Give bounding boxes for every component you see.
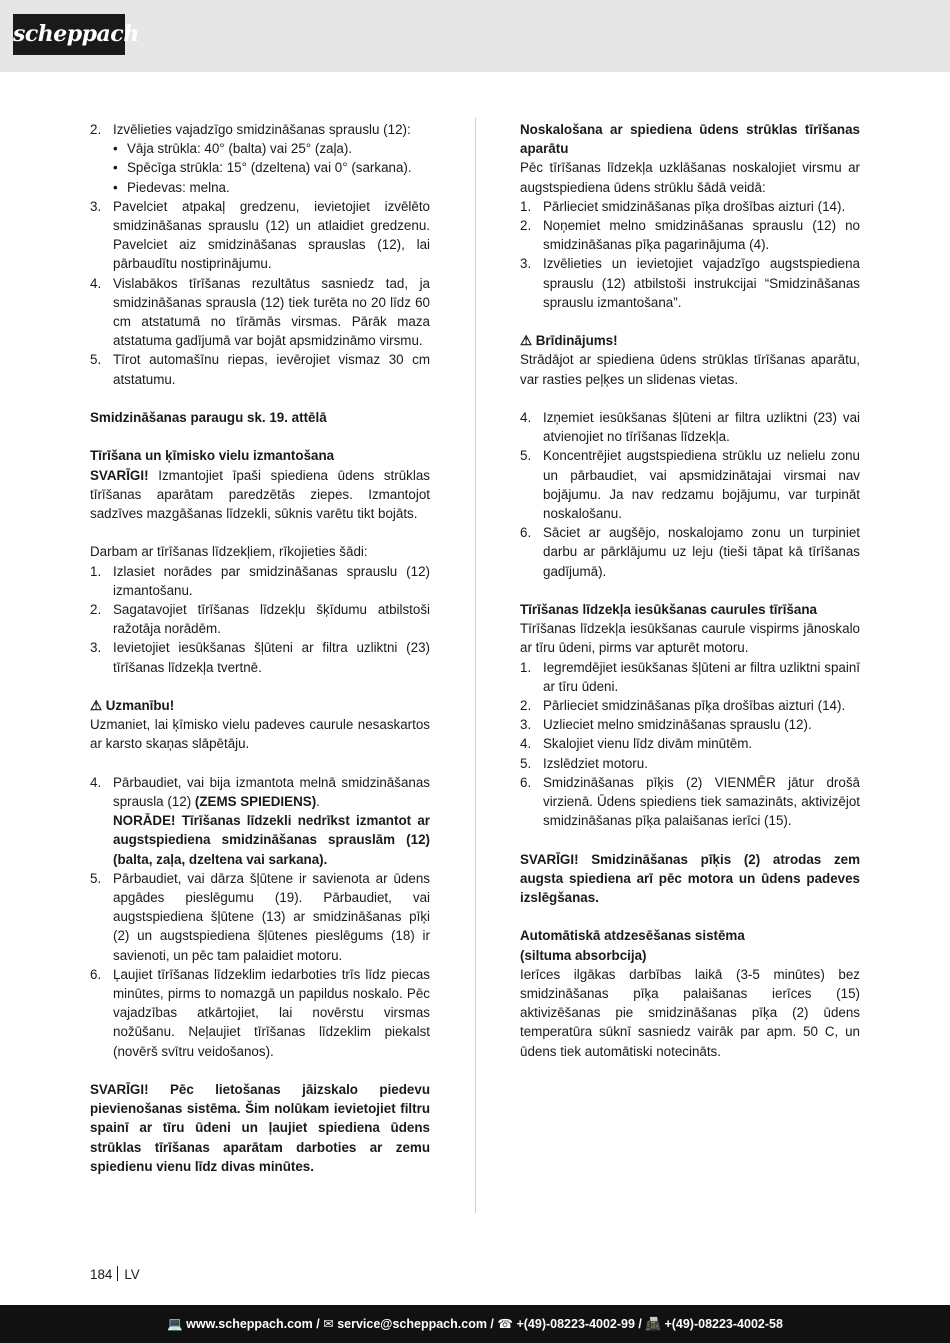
procedure-intro: Darbam ar tīrīšanas līdzekļiem, rīkojieties šādi: bbox=[90, 544, 368, 560]
email-link[interactable]: service@scheppach.com / bbox=[337, 1317, 494, 1331]
tube-cleaning-heading: Tīrīšanas līdzekļa iesūkšanas caurules tīrīšana bbox=[520, 602, 817, 618]
warning-text: Strādājot ar spiediena ūdens strūklas tīrīšanas aparātu, var rasties peļķes un slidenas vietas. bbox=[520, 352, 860, 387]
fax-number: +(49)-08223-4002-58 bbox=[664, 1317, 783, 1331]
nozzle-bullet-list bbox=[113, 139, 430, 197]
bullet-item: • Piedevas: melna. bbox=[113, 178, 430, 197]
caution-heading: ⚠ Uzmanību! bbox=[90, 698, 175, 714]
pattern-heading: Smidzināšanas paraugu sk. 19. attēlā bbox=[90, 410, 327, 426]
fax-icon: 📠 bbox=[645, 1317, 661, 1331]
list-item: 6. Smidzināšanas pīķis (2) VIENMĒR jātur drošā virzienā. Ūdens spiediens tiek samazināts, aktivizējot smidzināšanas pīķa palaišanas ierīci (15). bbox=[520, 774, 860, 829]
list-item: 3. Uzlieciet melno smidzināšanas sprauslu (12). bbox=[520, 717, 812, 733]
list-item: 1. Pārlieciet smidzināšanas pīķa drošības aizturi (14). bbox=[520, 198, 846, 214]
left-column bbox=[90, 120, 430, 1176]
list-item: 2. Pārlieciet smidzināšanas pīķa drošības aizturi (14). bbox=[520, 698, 846, 714]
caution-text: Uzmaniet, lai ķīmisko vielu padeves caurule nesaskartos ar karsto skaņas slāpētāju. bbox=[90, 717, 430, 752]
warning-icon: ⚠ bbox=[90, 698, 103, 714]
phone-number: +(49)-08223-4002-99 / bbox=[516, 1317, 642, 1331]
note-text: NORĀDE! Tīrīšanas līdzekli nedrīkst izmantot ar augstspiediena smidzināšanas sprauslām (12) (balta, zaļa, dzeltena vai sarkana). bbox=[113, 813, 430, 867]
bullet-item: • Spēcīga strūkla: 15° (dzeltena) vai 0° (sarkana). bbox=[113, 158, 430, 177]
page-number: 184 LV bbox=[90, 1267, 140, 1282]
warning-heading: ⚠ Brīdinājums! bbox=[520, 333, 618, 349]
detergent-steps bbox=[90, 562, 430, 677]
list-item: 2. Noņemiet melno smidzināšanas sprauslu (12) no smidzināšanas pīķa pagarinājuma (4). bbox=[520, 218, 860, 253]
auto-cooling-heading: Automātiskā atdzesēšanas sistēma bbox=[520, 928, 745, 944]
detergent-steps-continued bbox=[90, 773, 430, 1061]
website-link[interactable]: www.scheppach.com / bbox=[186, 1317, 320, 1331]
important-text: SVARĪGI! Smidzināšanas pīķis (2) atrodas zem augsta spiediena arī pēc motora un ūdens padeves izslēgšanas. bbox=[520, 851, 860, 906]
auto-cooling-subheading: (siltuma absorbcija) bbox=[520, 947, 647, 963]
right-column bbox=[520, 120, 860, 1061]
rinse-heading: Noskalošana ar spiediena ūdens strūklas tīrīšanas aparātu bbox=[520, 122, 860, 157]
list-item: 5. Izslēdziet motoru. bbox=[520, 755, 648, 771]
list-item: 2. Sagatavojiet tīrīšanas līdzekļu šķīdumu atbilstoši ražotāja norādēm. bbox=[90, 602, 430, 637]
list-item: 1. Iegremdējiet iesūkšanas šļūteni ar filtra uzliktni spainī ar tīru ūdeni. bbox=[520, 659, 860, 694]
list-item: 6. Sāciet ar augšējo, noskalojamo zonu un turpiniet darbu ar pārklājumu uz leju (tieši tāpat kā tīrīšanas gadījumā). bbox=[520, 525, 860, 579]
list-item: 5. Koncentrējiet augstspiediena strūklu uz nelielu zonu un pārbaudiet, vai apsmidzinātajai virsmai nav bojājumu. Ja nav redzamu bojājumu, var turpināt noskalošanu. bbox=[520, 448, 860, 522]
list-item: 3. Ievietojiet iesūkšanas šļūteni ar filtra uzliktni (23) tīrīšanas līdzekļa tvertnē. bbox=[90, 640, 430, 675]
list-item: 4. Skalojiet vienu līdz divām minūtēm. bbox=[520, 736, 753, 752]
auto-cooling-text: Ierīces ilgākas darbības laikā (3-5 minūtes) bez smidzināšanas pīķa palaišanas ierīces (15) aktivizēšanas pie smidzināšanas pīķa (2) ūdens temperatūra sūknī sasniedz vairāk par apm. 50 C, un ūdens tiek automātiski notecināts. bbox=[520, 966, 860, 1059]
page-header bbox=[0, 0, 950, 72]
tube-cleaning-intro: Tīrīšanas līdzekļa iesūkšanas caurule vispirms jānoskalo ar tīru ūdeni, pirms var apturēt motoru. bbox=[520, 621, 860, 656]
cleaning-heading: Tīrīšana un ķīmisko vielu izmantošana bbox=[90, 448, 335, 464]
column-divider bbox=[475, 118, 476, 1213]
list-item: 3. Pavelciet atpakaļ gredzenu, ievietojiet izvēlēto smidzināšanas sprauslu (12) un atlaidiet gredzenu. Pavelciet aiz smidzināšanas sprauslas (12), lai pārbaudītu nostiprinājumu. bbox=[90, 198, 430, 272]
list-item: 2. Izvēlieties vajadzīgo smidzināšanas sprauslu (12): • Vāja strūkla: 40° (balta) vai 25° (zaļa). • Spēcīga strūkla: 15° (dzeltena) vai 0° (sarkana). • Piedevas: melna. bbox=[90, 120, 430, 197]
rinse-steps-continued bbox=[520, 408, 860, 581]
list-item: 1. Izlasiet norādes par smidzināšanas sprauslu (12) izmantošanu. bbox=[90, 563, 430, 598]
list-item: 4. Izņemiet iesūkšanas šļūteni ar filtra uzliktni (23) vai atvienojiet no tīrīšanas līdzekļa. bbox=[520, 410, 860, 445]
computer-icon: 💻 bbox=[167, 1317, 183, 1331]
list-item: 5. Pārbaudiet, vai dārza šļūtene ir savienota ar ūdens apgādes pieslēgumu (19). Pārbaudiet, vai augstspiediena šļūtene (13) ar smidzināšanas pīķi (2) un augstspiediena šļūtenes pieslēgums (18) ir savienoti, un pēc tam palaidiet motoru. bbox=[90, 870, 430, 963]
list-item: 4. Vislabākos tīrīšanas rezultātus sasniedz tad, ja smidzināšanas sprausla (12) tiek turēta no 20 līdz 60 cm atstatumā no tīrāmās virsmas. Pārāk maza atstatuma gadījumā var bojāt apsmidzināmo virsmu. bbox=[90, 275, 430, 349]
rinse-intro: Pēc tīrīšanas līdzekļa uzklāšanas noskalojiet virsmu ar augstspiediena ūdens strūklu šādā veidā: bbox=[520, 160, 860, 195]
final-important-text: SVARĪGI! Pēc lietošanas jāizskalo piedevu pievienošanas sistēma. Šim nolūkam ievietojiet filtru spainī ar tīru ūdeni un ļaujiet spiediena ūdens strūklas tīrīšanas aparātam darboties ar zemu spiedienu vienu līdz divas minūtes. bbox=[90, 1082, 430, 1174]
warning-icon: ⚠ bbox=[520, 333, 533, 349]
bullet-item: • Vāja strūkla: 40° (balta) vai 25° (zaļa). bbox=[113, 139, 430, 158]
rinse-steps bbox=[520, 197, 860, 312]
spray-nozzle-steps bbox=[90, 120, 430, 389]
page-footer bbox=[0, 1305, 950, 1343]
phone-icon: ☎ bbox=[497, 1317, 513, 1331]
cleaning-text: SVARĪGI! Izmantojiet īpaši spiediena ūdens strūklas tīrīšanas aparātam paredzētās ziepes. Izmantojot sadzīves mazgāšanas līdzekli, sūknis varētu tikt bojāts. bbox=[90, 467, 430, 522]
tube-cleaning-steps bbox=[520, 658, 860, 831]
page-separator bbox=[117, 1266, 118, 1281]
email-icon: ✉ bbox=[323, 1317, 334, 1331]
brand-logo: scheppach bbox=[13, 14, 125, 55]
list-item: 5. Tīrot automašīnu riepas, ievērojiet vismaz 30 cm atstatumu. bbox=[90, 352, 430, 387]
list-item: 4. Pārbaudiet, vai bija izmantota melnā smidzināšanas sprausla (12) (ZEMS SPIEDIENS). NORĀDE! Tīrīšanas līdzekli nedrīkst izmantot ar augstspiediena smidzināšanas sprauslām (12) (balta, zaļa, dzeltena vai sarkana). bbox=[90, 773, 430, 869]
list-item: 6. Ļaujiet tīrīšanas līdzeklim iedarboties trīs līdz piecas minūtes, pirms to nomazgā un papildus noskalo. Pēc vajadzības atkārtojiet, lai novērstu virsmas nožūšanu. Neļaujiet tīrīšanas līdzeklim piekalst (novērš svītru veidošanos). bbox=[90, 966, 430, 1059]
list-item: 3. Izvēlieties un ievietojiet vajadzīgo augstspiediena sprauslu (12) atbilstoši instrukcijai “Smidzināšanas sprauslu izmantošana”. bbox=[520, 256, 860, 310]
